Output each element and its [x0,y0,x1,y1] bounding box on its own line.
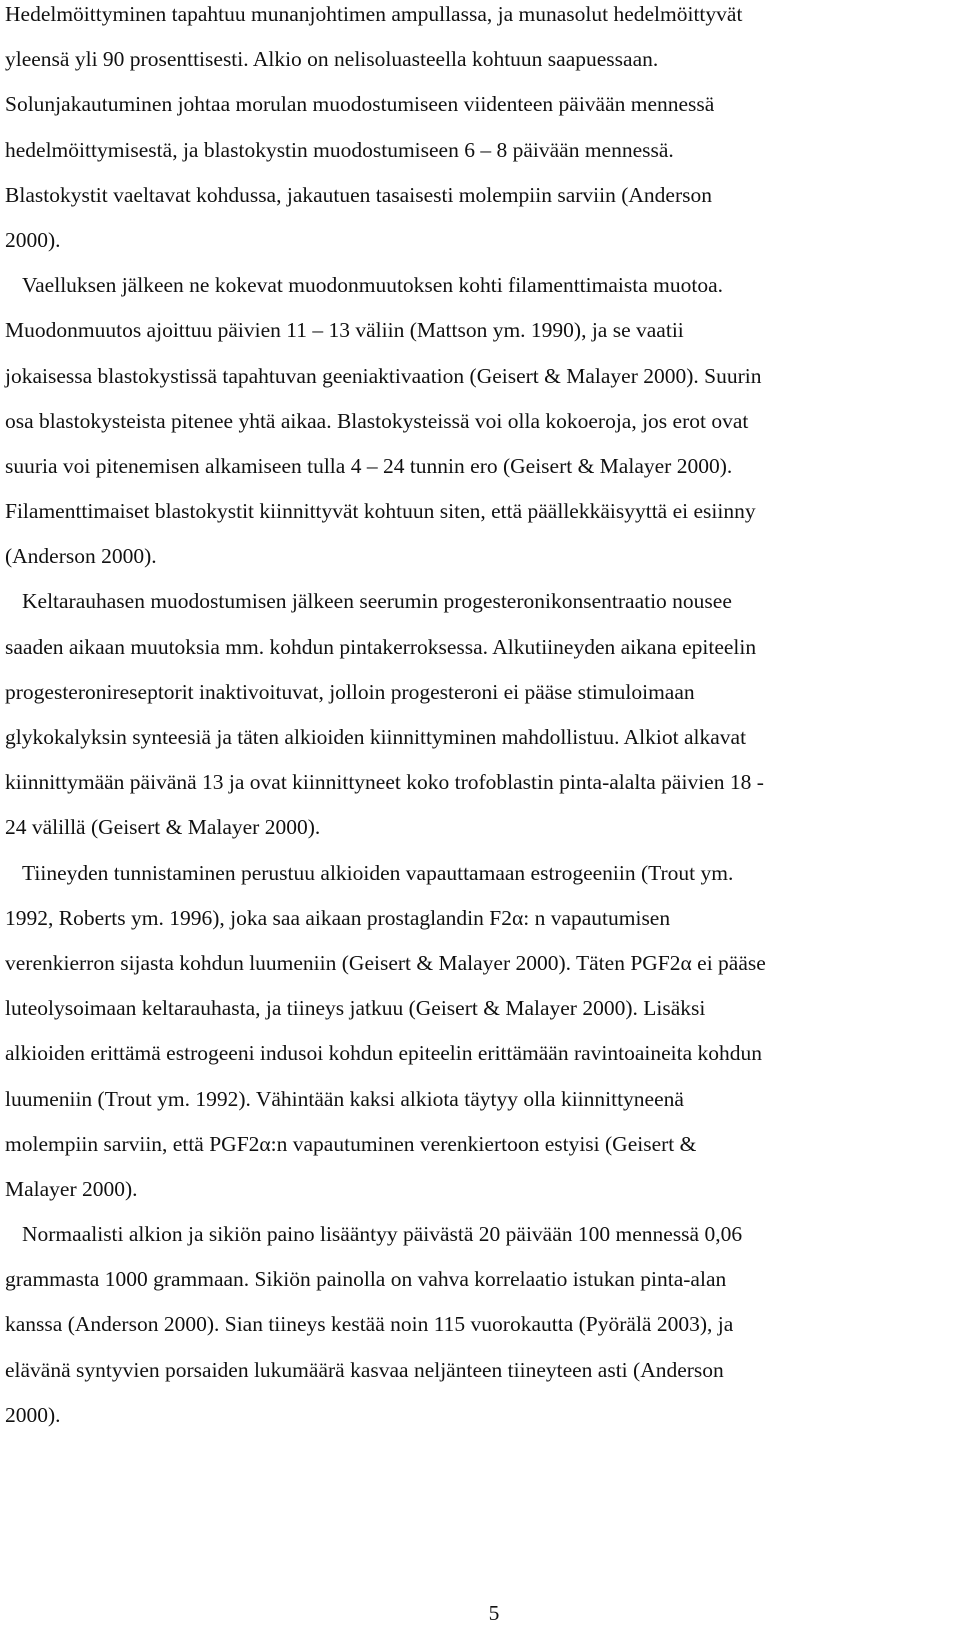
text-line: Hedelmöittyminen tapahtuu munanjohtimen ampullassa, ja munasolut hedelmöittyvät [5,2,743,26]
paragraph-elongation [5,263,917,579]
page-number: 5 [488,1601,500,1625]
paragraph-attachment [5,579,917,850]
text-line: (Anderson 2000). [5,544,157,569]
text-line: luteolysoimaan keltarauhasta, ja tiineys jatkuu (Geisert & Malayer 2000). Lisäksi [5,996,706,1021]
text-line: 2000). [5,1402,61,1427]
text-line: verenkierron sijasta kohdun luumeniin (Geisert & Malayer 2000). Täten PGF2α ei pääse [5,950,766,975]
text-line: 2000). [5,227,61,252]
text-line: suuria voi pitenemisen alkamiseen tulla 4 – 24 tunnin ero (Geisert & Malayer 2000). [5,453,733,478]
text-line: grammasta 1000 grammaan. Sikiön painolla on vahva korrelaatio istukan pinta-alan [5,1267,727,1292]
text-line: elävänä syntyvien porsaiden lukumäärä kasvaa neljänteen tiineyteen asti (Anderson [5,1357,724,1382]
text-line: Tiineyden tunnistaminen perustuu alkioiden vapauttamaan estrogeeniin (Trout ym. [22,860,734,885]
text-line: hedelmöittymisestä, ja blastokystin muodostumiseen 6 – 8 päivään mennessä. [5,137,674,162]
text-line: Vaelluksen jälkeen ne kokevat muodonmuutoksen kohti filamenttimaista muotoa. [22,273,723,298]
text-line: progesteronireseptorit inaktivoituvat, jolloin progesteroni ei pääse stimuloimaan [5,679,695,704]
text-line: yleensä yli 90 prosenttisesti. Alkio on nelisoluasteella kohtuun saapuessaan. [5,47,659,72]
text-line: Blastokystit vaeltavat kohdussa, jakautuen tasaisesti molempiin sarviin (Anderson [5,182,712,207]
paragraph-recognition [5,851,917,1213]
paragraph-fertilization [5,0,917,263]
text-line: Normaalisti alkion ja sikiön paino lisääntyy päivästä 20 päivään 100 mennessä 0,06 [22,1222,743,1247]
text-line: alkioiden erittämä estrogeeni indusoi kohdun epiteelin erittämään ravintoaineita kohdun [5,1041,763,1066]
text-line: saaden aikaan muutoksia mm. kohdun pintakerroksessa. Alkutiineyden aikana epiteelin [5,634,757,659]
text-line: Keltarauhasen muodostumisen jälkeen seerumin progesteronikonsentraatio nousee [22,589,732,614]
text-line: 1992, Roberts ym. 1996), joka saa aikaan prostaglandin F2α: n vapautumisen [5,905,671,930]
body-text [5,0,917,1438]
text-line: 24 välillä (Geisert & Malayer 2000). [5,815,321,840]
text-line: Filamenttimaiset blastokystit kiinnittyvät kohtuun siten, että päällekkäisyyttä ei esiinny [5,499,756,524]
text-line: kanssa (Anderson 2000). Sian tiineys kestää noin 115 vuorokautta (Pyörälä 2003), ja [5,1312,734,1337]
paragraph-fetal-growth [5,1212,917,1438]
text-line: Muodonmuutos ajoittuu päivien 11 – 13 väliin (Mattson ym. 1990), ja se vaatii [5,318,684,343]
text-line: osa blastokysteista pitenee yhtä aikaa. Blastokysteissä voi olla kokoeroja, jos erot ovat [5,408,749,433]
text-line: kiinnittymään päivänä 13 ja ovat kiinnittyneet koko trofoblastin pinta-alalta päivien 18 - [5,770,764,795]
text-line: molempiin sarviin, että PGF2α:n vapautuminen verenkiertoon estyisi (Geisert & [5,1131,697,1156]
text-line: Solunjakautuminen johtaa morulan muodostumiseen viidenteen päivään mennessä [5,92,715,117]
text-line: Malayer 2000). [5,1176,138,1201]
text-line: jokaisessa blastokystissä tapahtuvan geeniaktivaation (Geisert & Malayer 2000). Suurin [5,363,762,388]
text-line: luumeniin (Trout ym. 1992). Vähintään kaksi alkiota täytyy olla kiinnittyneenä [5,1086,684,1111]
text-line: glykokalyksin synteesiä ja täten alkioiden kiinnittyminen mahdollistuu. Alkiot alkavat [5,725,747,749]
